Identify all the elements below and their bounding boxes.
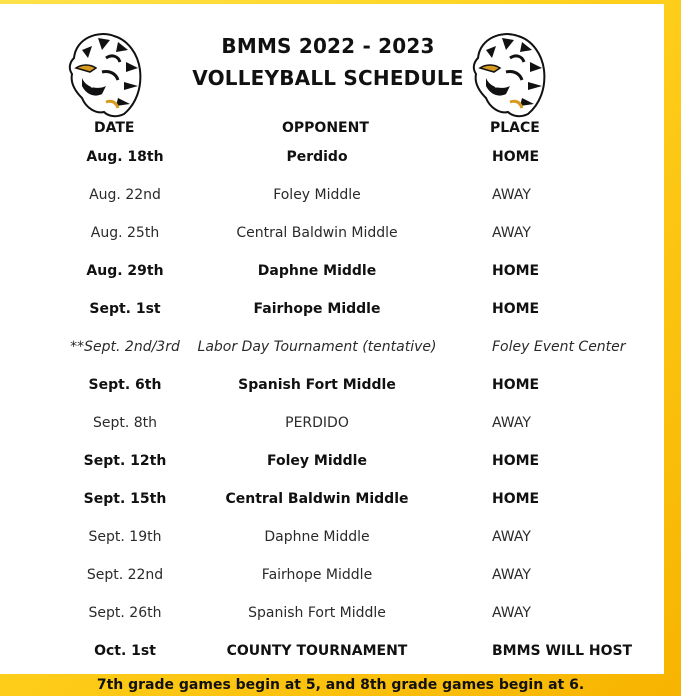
place-cell: BMMS WILL HOST — [492, 643, 633, 659]
page-subtitle: VOLLEYBALL SCHEDULE — [192, 66, 464, 90]
table-row — [0, 480, 664, 518]
opponent-cell: Perdido — [286, 149, 348, 165]
opponent-cell: Foley Middle — [273, 187, 361, 203]
tiger-mascot-icon — [62, 28, 144, 120]
date-cell: Aug. 25th — [90, 225, 160, 241]
table-row — [0, 404, 664, 442]
place-cell: HOME — [492, 491, 540, 507]
date-cell: **Sept. 2nd/3rd — [70, 339, 180, 355]
opponent-cell: Labor Day Tournament (tentative) — [197, 339, 437, 355]
opponent-cell: Daphne Middle — [257, 263, 377, 279]
opponent-cell: Fairhope Middle — [261, 567, 373, 583]
table-row — [0, 556, 664, 594]
place-cell: AWAY — [492, 529, 531, 545]
place-cell: AWAY — [492, 567, 531, 583]
date-cell: Sept. 12th — [83, 453, 167, 469]
table-row — [0, 442, 664, 480]
date-cell: Sept. 15th — [83, 491, 167, 507]
place-cell: AWAY — [492, 225, 531, 241]
column-header-date: DATE — [94, 120, 135, 136]
table-row — [0, 290, 664, 328]
table-row — [0, 328, 664, 366]
date-cell: Sept. 1st — [89, 301, 161, 317]
footer-note: 7th grade games begin at 5, and 8th grade games begin at 6. — [96, 677, 585, 693]
table-row — [0, 214, 664, 252]
opponent-cell: PERDIDO — [285, 415, 349, 431]
opponent-cell: Central Baldwin Middle — [236, 225, 398, 241]
date-cell: Sept. 19th — [88, 529, 162, 545]
place-cell: AWAY — [492, 415, 531, 431]
place-cell: AWAY — [492, 605, 531, 621]
schedule-sheet — [0, 4, 664, 674]
opponent-cell: Spanish Fort Middle — [248, 605, 386, 621]
opponent-cell: Foley Middle — [267, 453, 367, 469]
place-cell: HOME — [492, 453, 540, 469]
column-header-opponent: OPPONENT — [282, 120, 369, 136]
opponent-cell: Fairhope Middle — [253, 301, 381, 317]
place-cell: HOME — [492, 301, 540, 317]
place-cell: Foley Event Center — [492, 339, 626, 355]
date-cell: Aug. 29th — [86, 263, 164, 279]
date-cell: Oct. 1st — [94, 643, 156, 659]
opponent-cell: Daphne Middle — [264, 529, 370, 545]
opponent-cell: Spanish Fort Middle — [238, 377, 396, 393]
date-cell: Sept. 22nd — [86, 567, 164, 583]
place-cell: HOME — [492, 377, 540, 393]
table-row — [0, 176, 664, 214]
date-cell: Sept. 6th — [88, 377, 162, 393]
date-cell: Sept. 8th — [92, 415, 158, 431]
page-title: BMMS 2022 - 2023 — [221, 34, 435, 58]
column-header-place: PLACE — [490, 120, 540, 136]
table-row — [0, 594, 664, 632]
opponent-cell: COUNTY TOURNAMENT — [226, 643, 408, 659]
table-row — [0, 632, 664, 670]
date-cell: Sept. 26th — [88, 605, 162, 621]
place-cell: HOME — [492, 263, 540, 279]
opponent-cell: Central Baldwin Middle — [225, 491, 409, 507]
place-cell: HOME — [492, 149, 540, 165]
place-cell: AWAY — [492, 187, 531, 203]
table-row — [0, 366, 664, 404]
table-row — [0, 518, 664, 556]
table-row — [0, 138, 664, 176]
date-cell: Aug. 18th — [86, 149, 164, 165]
date-cell: Aug. 22nd — [89, 187, 161, 203]
table-row — [0, 252, 664, 290]
